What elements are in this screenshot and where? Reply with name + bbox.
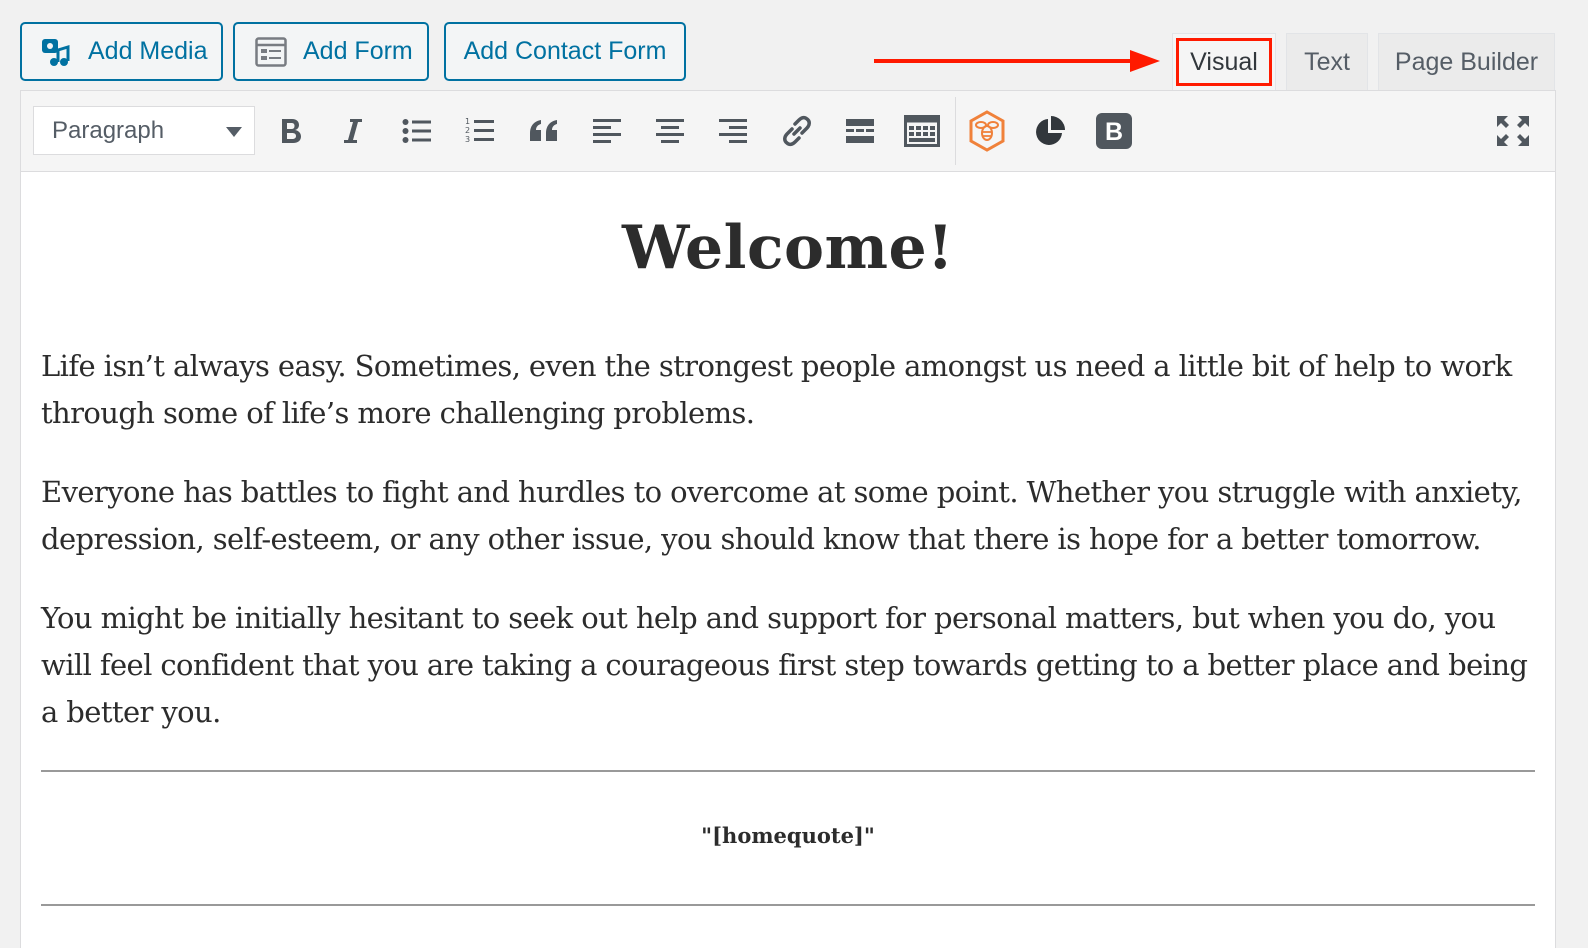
numbered-list-button[interactable] [458,109,502,153]
page-heading: Welcome! [621,213,954,283]
link-icon [780,114,814,148]
add-form-button[interactable] [233,22,429,81]
svg-text:1: 1 [465,117,471,126]
italic-button[interactable] [331,109,375,153]
content-paragraph: Everyone has battles to fight and hurdles to overcome at some point. Whether you struggle with anxiety, depression, self-esteem, or any other issue, you should know that there is hope for a better tomorrow. [41,475,1522,556]
bee-hexagon-icon [968,110,1006,152]
fullscreen-button[interactable] [1491,109,1535,153]
toolbar-toggle-icon [904,115,940,147]
toolbar-separator [955,97,956,165]
read-more-icon [845,117,875,145]
bold-icon [279,117,303,145]
italic-icon [341,117,365,145]
tab-visual-label: Visual [1190,48,1258,76]
form-icon [255,37,287,67]
bold-button[interactable] [269,109,313,153]
add-contact-form-button[interactable] [444,22,686,81]
align-right-button[interactable] [711,109,755,153]
add-media-button[interactable] [20,22,223,81]
media-icon [40,36,72,68]
insert-read-more-button[interactable] [838,109,882,153]
pie-chart-icon [1033,114,1067,148]
shortcode-homequote: "[homequote]" [701,823,875,848]
format-select-value: Paragraph [52,116,165,144]
svg-text:B: B [1104,118,1124,146]
insert-link-button[interactable] [775,109,819,153]
bulleted-list-icon [402,117,432,145]
blockquote-button[interactable] [522,109,566,153]
tab-text[interactable] [1286,33,1368,91]
b-badge-icon [1095,112,1133,150]
editor-container [20,90,1556,948]
content-paragraph: You might be initially hesitant to seek out help and support for personal matters, but when you do, you will feel confident that you are taking a courageous first step towards getting to a better place and being a better you. [41,601,1528,729]
annotation-arrow-icon [872,46,1164,76]
horizontal-rule [41,770,1535,772]
align-center-button[interactable] [648,109,692,153]
svg-text:3: 3 [465,135,471,144]
format-select[interactable] [33,106,255,155]
tab-visual[interactable] [1172,33,1276,91]
fullscreen-icon [1496,115,1530,147]
tab-page-builder[interactable] [1378,33,1555,91]
editor-toolbar [21,91,1555,172]
align-left-icon [592,117,622,145]
add-contact-form-label: Add Contact Form [463,37,667,65]
align-center-icon [655,117,685,145]
content-paragraph: Life isn’t always easy. Sometimes, even the strongest people amongst us need a little bit of help to work through some of life’s more challenging problems. [41,349,1512,430]
align-right-icon [718,117,748,145]
bulleted-list-button[interactable] [395,109,439,153]
add-media-label: Add Media [88,37,208,65]
add-form-label: Add Form [303,37,413,65]
align-left-button[interactable] [585,109,629,153]
svg-text:2: 2 [465,126,471,135]
toolbar-toggle-button[interactable] [900,109,944,153]
numbered-list-icon [465,116,495,146]
bee-plugin-button[interactable] [965,109,1009,153]
horizontal-rule [41,904,1535,906]
chevron-down-icon [226,127,242,137]
blockquote-icon [528,119,560,143]
b-badge-button[interactable] [1092,109,1136,153]
tab-text-label: Text [1304,48,1350,76]
pie-chart-button[interactable] [1028,109,1072,153]
tab-page-builder-label: Page Builder [1394,48,1539,76]
